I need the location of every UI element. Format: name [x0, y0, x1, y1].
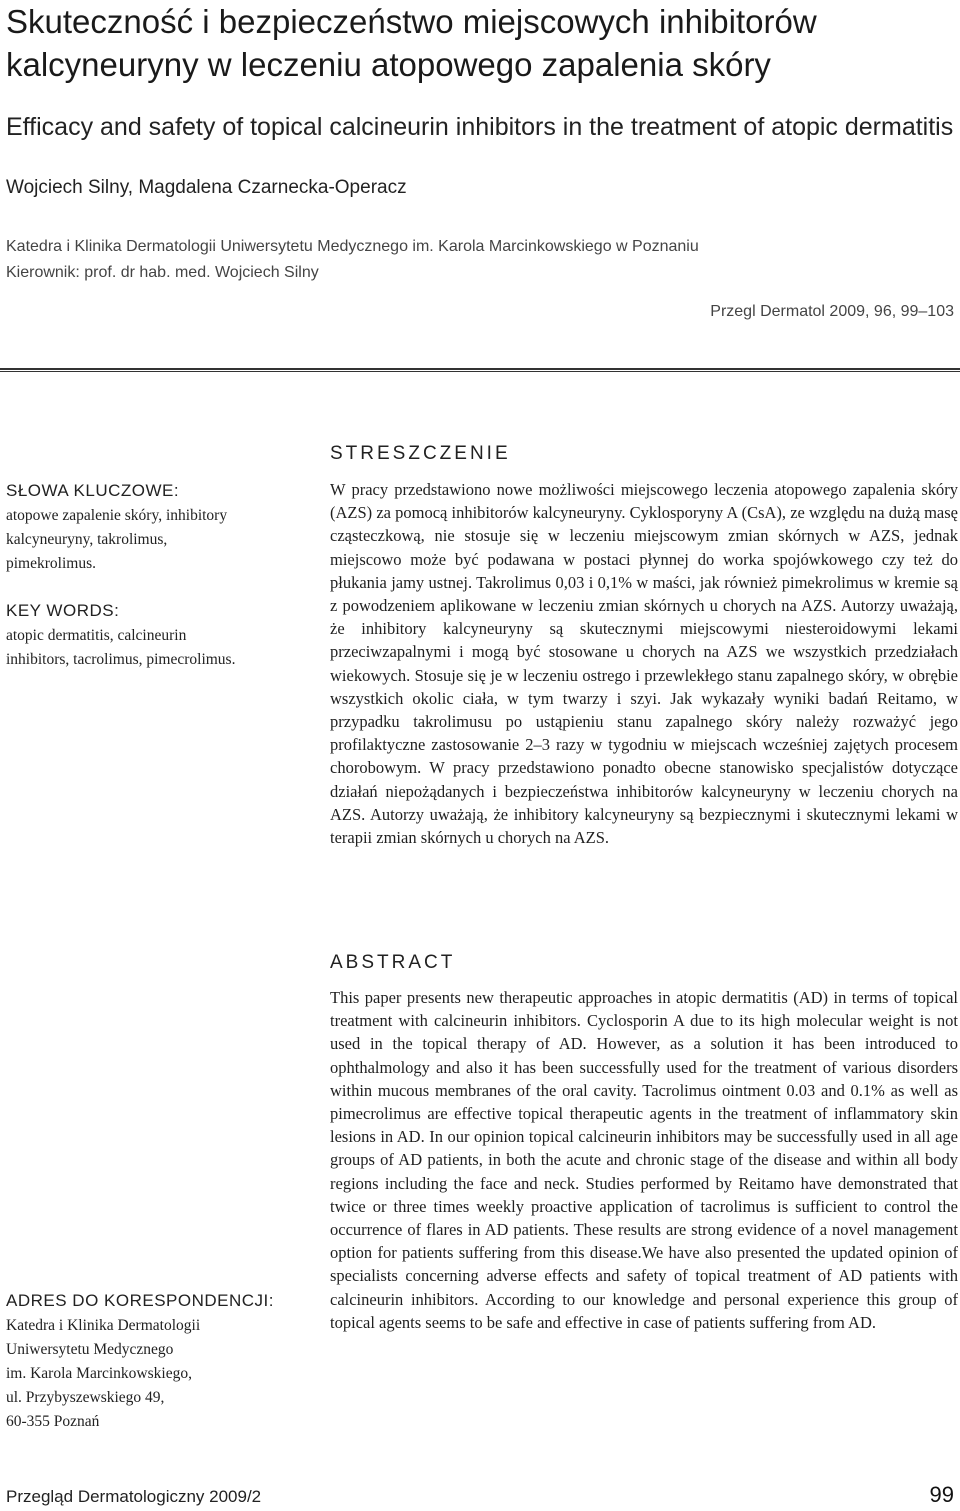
abstract-body: This paper presents new therapeutic approaches in atopic dermatitis (AD) in terms of topical treatment with calcineurin inhibitors. Cyclosporin A due to its high molecular weight is not used in the topical therapy of AD. However, as a solution it has been introduced to ophthalmology and also it has been successfully used for the treatment of various disorders within mucous membranes of the oral cavity. Tacrolimus ointment 0.03 and 0.1% as well as pimecrolimus are effective topical therapeutic agents in the treatment of inflammatory skin lesions in AD. In our opinion topical calcineurin inhibitors may be successfully used in all age groups of AD patients, in both the acute and chronic stage of the disease and within all body regions including the face and neck. Studies performed by Reitamo have demonstrated that twice or three times weekly proactive application of tacrolimus is sufficient to control the occurrence of flares in AD patients. These results are strong evidence of a novel management option for patients suffering from this disease.We have also presented the updated opinion of specialists concerning adverse effects and safety of topical treatment of AD patients with calcineurin inhibitors. According to our knowledge and personal experience this group of topical agents seems to be safe and effective in case of patients suffering from AD.	[330, 988, 958, 1332]
streszczenie-heading: STRESZCZENIE	[330, 443, 511, 464]
address-line: 60-355 Poznań	[6, 1413, 100, 1430]
correspondence-heading: ADRES DO KORESPONDENCJI:	[6, 1291, 274, 1310]
affiliation-head: Kierownik: prof. dr hab. med. Wojciech Silny	[6, 264, 319, 281]
page-number: 99	[929, 1482, 954, 1507]
streszczenie-body: W pracy przedstawiono nowe możliwości miejscowego leczenia atopowego zapalenia skóry (AZS) za pomocą inhibitorów kalcyneuryny. Cyklosporyny A (CsA), ze względu na dużą masę cząsteczkową, nie stosuje się w leczeniu miejscowym zmian skórnych w AZS, jednak miejscowo może być podawana w postaci płynnej do worka spojówkowego czy też do płukania jamy ustnej. Takrolimus 0,03 i 0,1% w maści, jak również pimekrolimus w kremie są z powodzeniem aplikowane w leczeniu zmian skórnych u chorych na AZS. Autorzy uważają, że inhibitory kalcyneuryny są skutecznymi miejscowymi niesteroidowymi lekami przeciwzapalnymi i mogą być stosowane u chorych na AZS we wszystkich przedziałach wiekowych. Stosuje się je w leczeniu ostrego i przewlekłego stanu zapalnego skóry, w obrębie wszystkich okolic ciała, w tym twarzy i szyi. Jak wykazały wyniki badań Reitamo, w przypadku takrolimusu po ustąpieniu stanu zapalnego skóry należy rozważyć jego profilaktyczne zastosowanie 2–3 razy w tygodniu w miejscach wcześniej zajętych procesem chorobowym. W pracy przedstawiono ponadto obecne stanowisko specjalistów dotyczące działań niepożądanych i bezpieczeństwa inhibitorów kalcyneuryny w leczeniu chorych na AZS. Autorzy uważają, że inhibitory kalcyneuryny są bezpiecznymi i skutecznymi lekami w terapii zmian skórnych u chorych na AZS.	[330, 480, 958, 848]
header-divider	[0, 368, 960, 372]
article-title-polish: Skuteczność i bezpieczeństwo miejscowych inhibitorów kalcyneuryny w leczeniu atopowego zapalenia skóry	[6, 3, 817, 83]
address-line: ul. Przybyszewskiego 49,	[6, 1389, 165, 1406]
abstract-heading: ABSTRACT	[330, 952, 456, 973]
journal-footer: Przegląd Dermatologiczny 2009/2	[6, 1487, 262, 1506]
keywords-polish-text: atopowe zapalenie skóry, inhibitory kalcyneuryny, takrolimus, pimekrolimus.	[6, 507, 228, 572]
affiliation-institution: Katedra i Klinika Dermatologii Uniwersytetu Medycznego im. Karola Marcinkowskiego w Poznaniu	[6, 238, 699, 255]
keywords-polish-heading: SŁOWA KLUCZOWE:	[6, 481, 180, 500]
keywords-english-text: atopic dermatitis, calcineurin inhibitors, tacrolimus, pimecrolimus.	[6, 627, 236, 668]
article-title-english: Efficacy and safety of topical calcineurin inhibitors in the treatment of atopic dermatitis	[6, 113, 954, 141]
address-line: Katedra i Klinika Dermatologii	[6, 1317, 201, 1334]
journal-citation: Przegl Dermatol 2009, 96, 99–103	[710, 303, 954, 320]
author-list: Wojciech Silny, Magdalena Czarnecka-Operacz	[6, 177, 407, 198]
affiliation-block	[6, 234, 906, 286]
address-line: Uniwersytetu Medycznego	[6, 1341, 174, 1358]
keywords-english-heading: KEY WORDS:	[6, 601, 120, 620]
address-line: im. Karola Marcinkowskiego,	[6, 1365, 192, 1382]
correspondence-address	[6, 1314, 246, 1434]
